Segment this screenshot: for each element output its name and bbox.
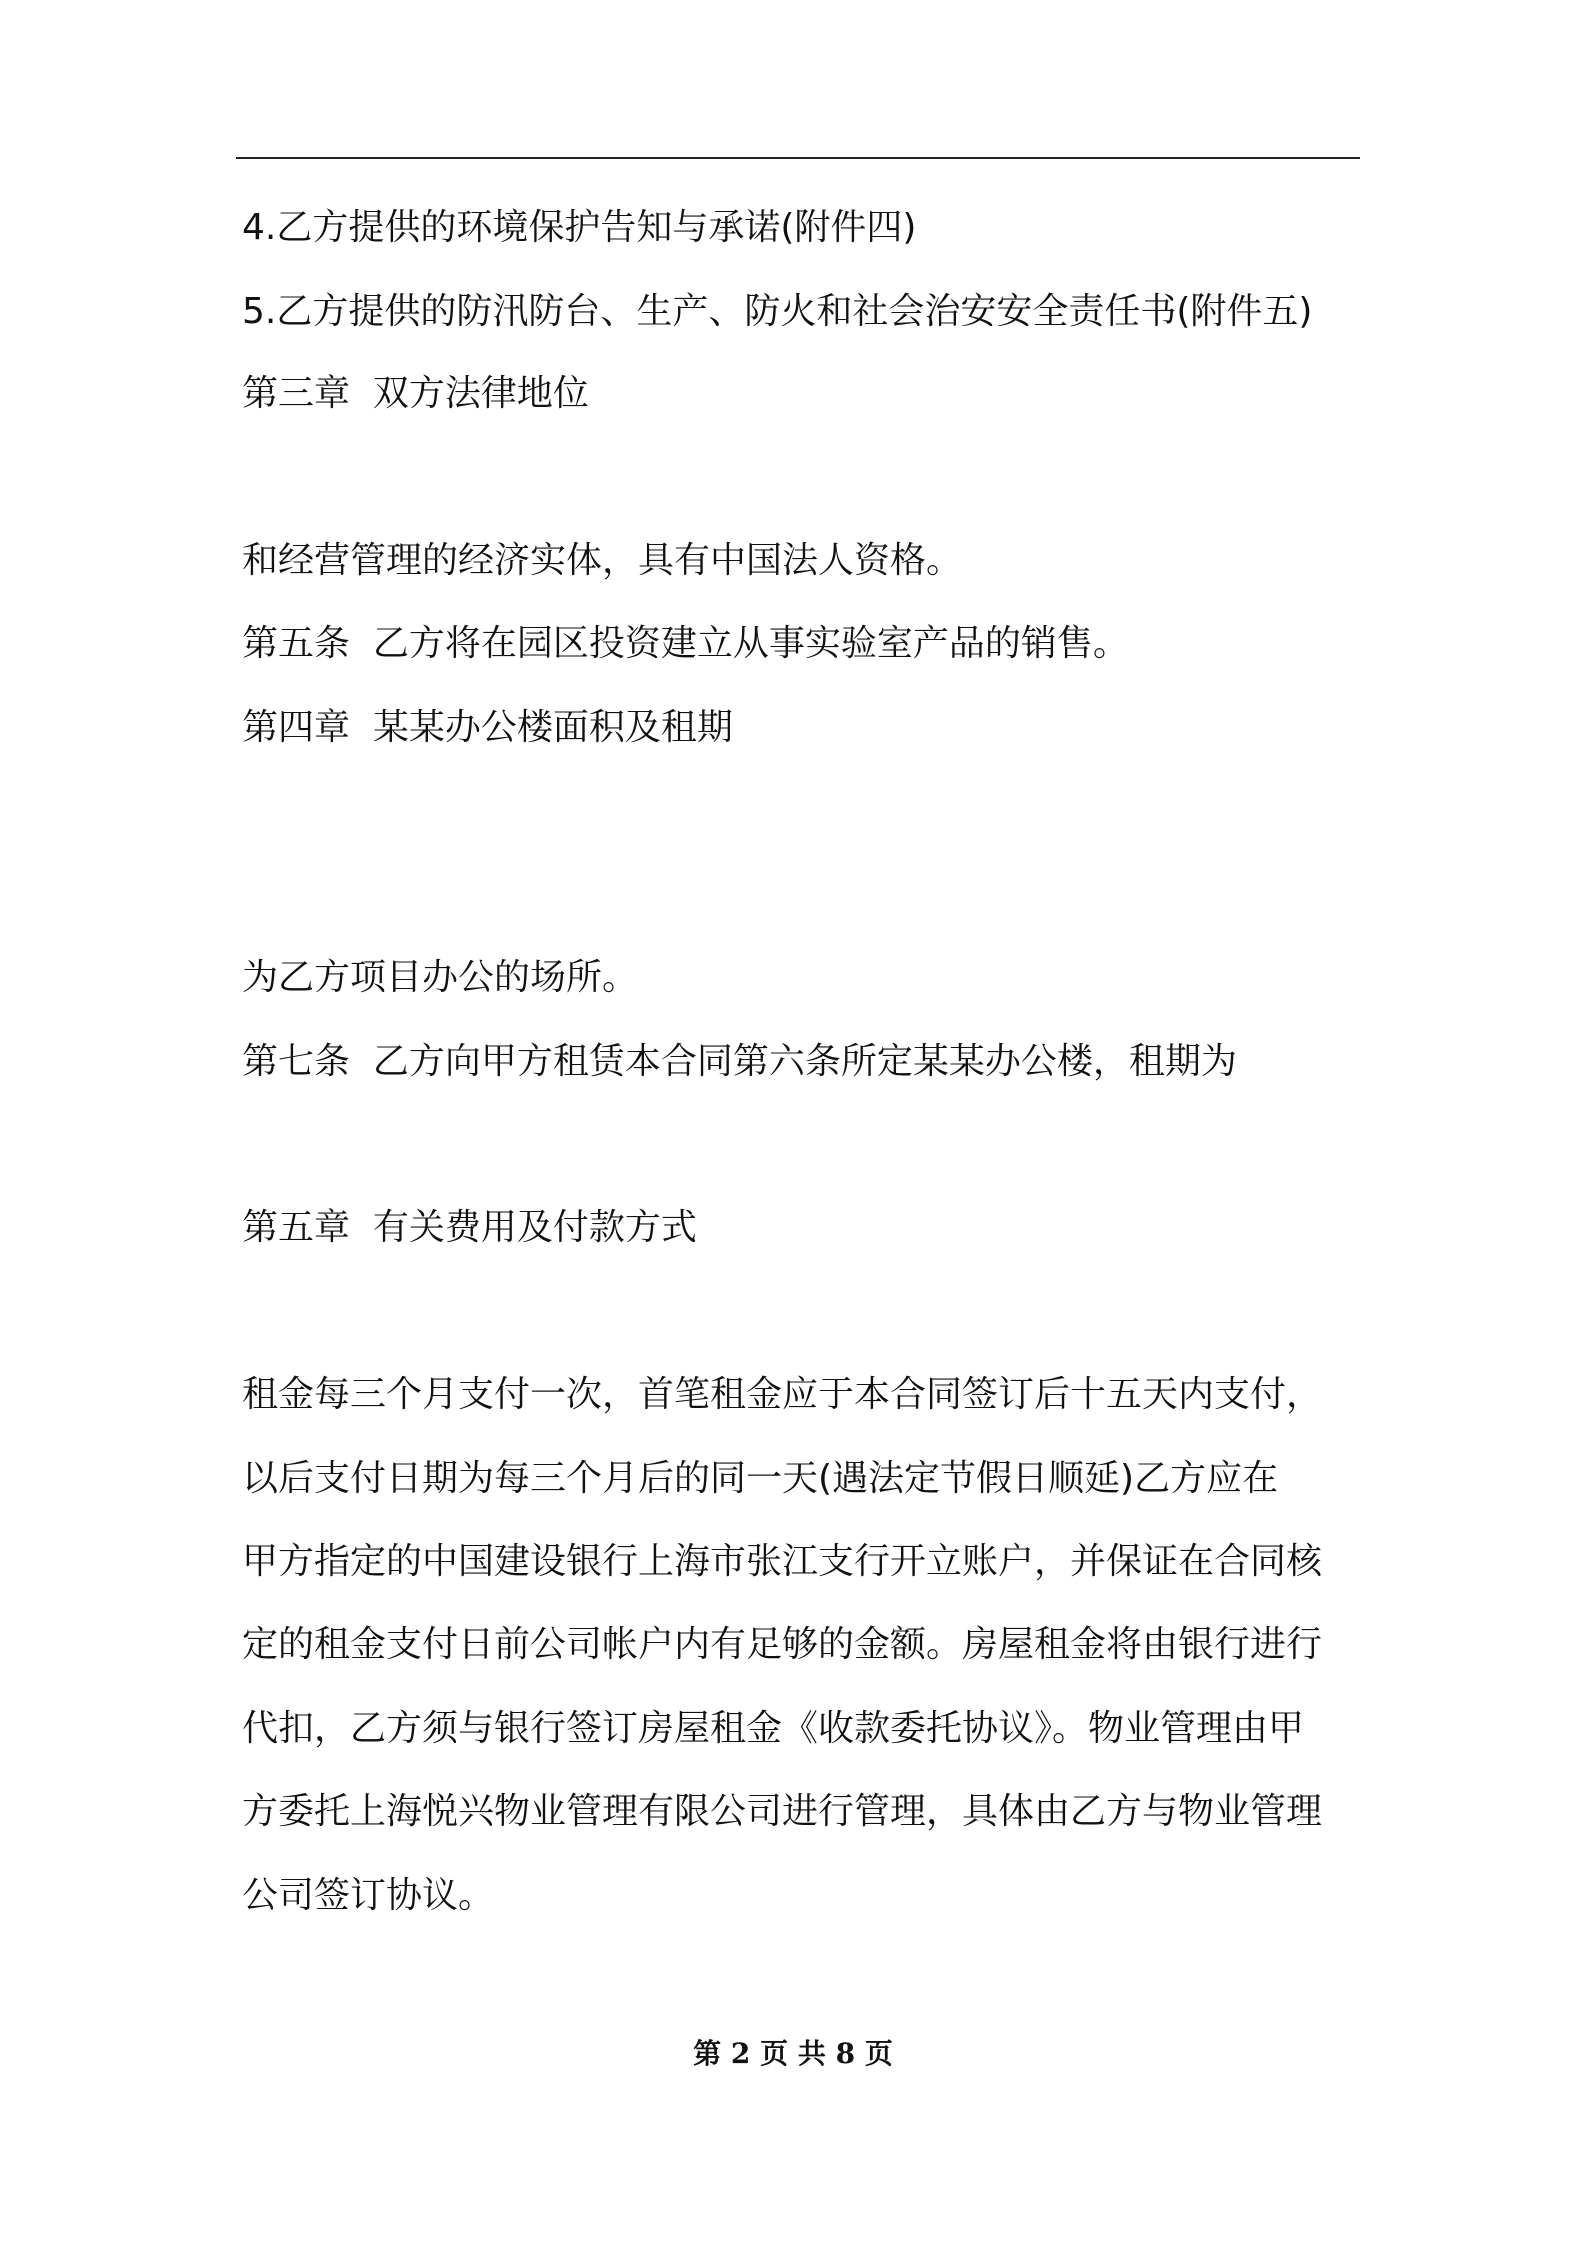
body-line: 甲方指定的中国建设银行上海市张江支行开立账户，并保证在合同核: [242, 1541, 1323, 1582]
body-line: 租金每三个月支付一次，首笔租金应于本合同签订后十五天内支付，: [242, 1374, 1323, 1415]
chapter-heading: 第四章 某某办公楼面积及租期: [242, 707, 733, 748]
body-line: 4.乙方提供的环境保护告知与承诺(附件四): [242, 207, 917, 248]
page-number: 第 2 页 共 8 页: [693, 2037, 893, 2070]
body-line: 以后支付日期为每三个月后的同一天(遇法定节假日顺延)乙方应在: [242, 1458, 1279, 1499]
body-line: 代扣，乙方须与银行签订房屋租金《收款委托协议》。物业管理由甲: [242, 1708, 1305, 1749]
body-line: 方委托上海悦兴物业管理有限公司进行管理，具体由乙方与物业管理: [242, 1791, 1323, 1832]
body-line: [242, 865, 1358, 925]
clause-line: 第七条 乙方向甲方租赁本合同第六条所定某某办公楼，租期为: [242, 1041, 1237, 1082]
clause-line: 第五条 乙方将在园区投资建立从事实验室产品的销售。: [242, 623, 1129, 664]
header-rule: [236, 157, 1360, 159]
body-line: 定的租金支付日前公司帐户内有足够的金额。房屋租金将由银行进行: [242, 1624, 1323, 1665]
body-line: 5.乙方提供的防汛防台、生产、防火和社会治安安全责任书(附件五): [242, 291, 1313, 332]
body-line: [242, 1115, 1358, 1175]
clause-line: [242, 447, 1358, 507]
body-line: 和经营管理的经济实体，具有中国法人资格。: [242, 540, 963, 581]
chapter-heading: 第五章 有关费用及付款方式: [242, 1207, 697, 1248]
body-line: 为乙方项目办公的场所。: [242, 957, 639, 998]
clause-line: [242, 781, 1358, 841]
chapter-heading: 第三章 双方法律地位: [242, 373, 589, 414]
clause-line: [242, 1282, 1358, 1342]
body-line: 公司签订协议。: [242, 1875, 495, 1916]
clause-line: [242, 1950, 1358, 2010]
